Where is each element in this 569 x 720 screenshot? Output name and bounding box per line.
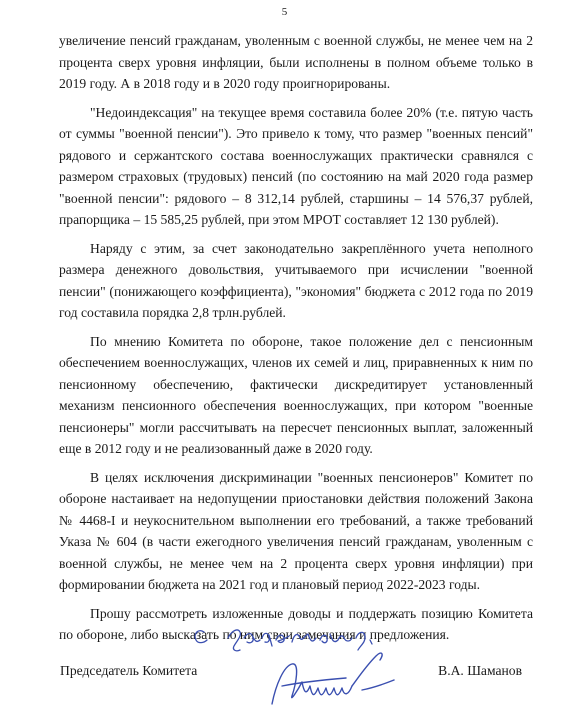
- letter-body: [59, 30, 533, 653]
- signer-position: Председатель Комитета: [60, 663, 198, 678]
- signature-image: [262, 644, 422, 714]
- signer-name: В.А. Шаманов: [438, 663, 522, 678]
- paragraph-committee-demands: В целях исключения дискриминации "военных пенсионеров" Комитет по обороне настаивает на недопущении приостановки действия положений Закона № 4468-I и неукоснительном выполнении его требований, а также требований Указа № 604 (в части ежегодного увеличения пенсий гражданам, уволенным с военной службы, не менее чем на 2 процента сверх уровня инфляции) при формировании бюджета на 2021 год и плановый период 2022-2023 годы.: [59, 469, 533, 592]
- paragraph-underindexation: "Недоиндексация" на текущее время составила более 20% (т.е. пятую часть от суммы "военной пенсии"). Это привело к тому, что размер "военных пенсий" рядового и сержантского состава военнослужащих практически сравнялся с размером страховых (трудовых) пенсий (по состоянию на май 2020 года размер "военной пенсии": рядового – 8 312,14 рублей, старшины – 14 576,37 рублей, прапорщика – 15 585,25 рублей, при этом МРОТ составляет 12 130 рублей).: [59, 104, 533, 227]
- paragraph-request: Прошу рассмотреть изложенные доводы и поддержать позицию Комитета по обороне, либо высказать по ним свои замечания и предложения.: [59, 605, 533, 642]
- paragraph-budget-savings: Наряду с этим, за счет законодательно закреплённого учета неполного размера денежного довольствия, учитываемого при исчислении "военной пенсии" (понижающего коэффициента), "экономия" бюджета с 2012 года по 2019 год составила порядка 2,8 трлн.рублей.: [59, 240, 533, 320]
- signature-block: [0, 610, 569, 720]
- paragraph-committee-opinion: По мнению Комитета по обороне, такое положение дел с пенсионным обеспечением военнослужащих, членов их семей и лиц, приравненных к ним по пенсионному обеспечению, фактически дискредитирует установленный механизм пенсионного обеспечения военнослужащих, при котором "военные пенсионеры" могли рассчитывать на пересчет пенсионных выплат, заложенный еще в 2012 году и не реализованный даже в 2020 году.: [59, 333, 533, 456]
- paragraph-continuation: увеличение пенсий гражданам, уволенным с военной службы, не менее чем на 2 процента сверх уровня инфляции, были исполнены в полном объеме только в 2019 году. А в 2018 году и в 2020 году проигнорированы.: [59, 33, 533, 91]
- page-number: 5: [281, 6, 288, 18]
